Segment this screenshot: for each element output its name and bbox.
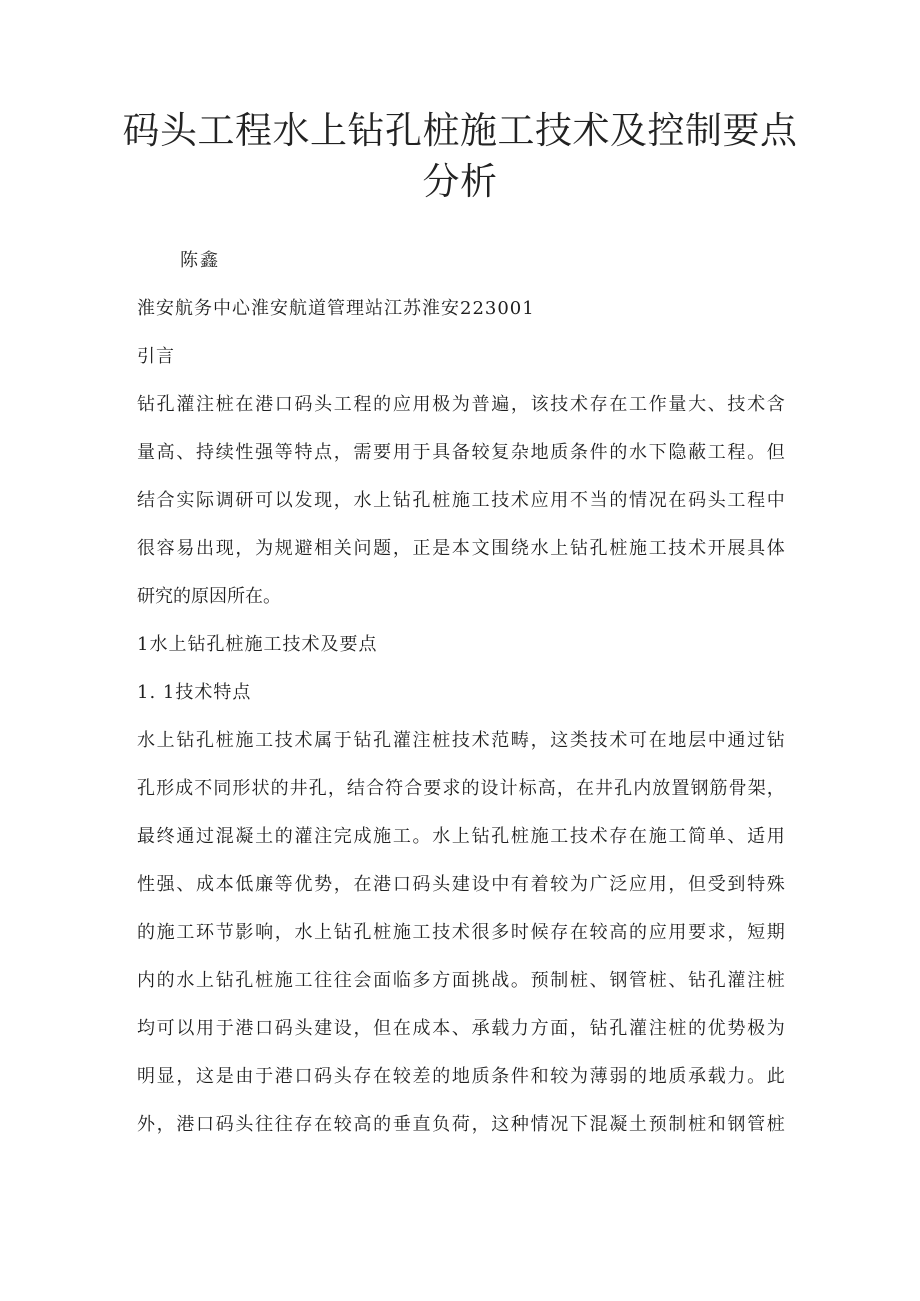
body-paragraph-line: 明显，这是由于港口码头存在较差的地质条件和较为薄弱的地质承载力。此 bbox=[137, 1066, 785, 1087]
body-paragraph-line: 孔形成不同形状的井孔，结合符合要求的设计标高，在井孔内放置钢筋骨架， bbox=[137, 778, 785, 799]
author-name: 陈鑫 bbox=[180, 250, 220, 271]
section-heading-1: 1水上钻孔桩施工技术及要点 bbox=[137, 634, 378, 655]
intro-paragraph-line: 很容易出现，为规避相关问题，正是本文围绕水上钻孔桩施工技术开展具体 bbox=[137, 538, 785, 559]
intro-paragraph-line: 量高、持续性强等特点，需要用于具备较复杂地质条件的水下隐蔽工程。但 bbox=[137, 442, 785, 463]
section-heading-intro: 引言 bbox=[137, 346, 175, 367]
author-affiliation: 淮安航务中心淮安航道管理站江苏淮安223001 bbox=[137, 298, 535, 319]
body-paragraph-line: 最终通过混凝土的灌注完成施工。水上钻孔桩施工技术存在施工简单、适用 bbox=[137, 826, 785, 847]
body-paragraph-line: 的施工环节影响，水上钻孔桩施工技术很多时候存在较高的应用要求，短期 bbox=[137, 922, 785, 943]
body-paragraph-line: 内的水上钻孔桩施工往往会面临多方面挑战。预制桩、钢管桩、钻孔灌注桩 bbox=[137, 970, 785, 991]
body-paragraph-line: 性强、成本低廉等优势，在港口码头建设中有着较为广泛应用，但受到特殊 bbox=[137, 874, 785, 895]
intro-paragraph-line: 结合实际调研可以发现，水上钻孔桩施工技术应用不当的情况在码头工程中 bbox=[137, 490, 785, 511]
intro-paragraph-line: 钻孔灌注桩在港口码头工程的应用极为普遍，该技术存在工作量大、技术含 bbox=[137, 394, 785, 415]
body-paragraph-line: 外，港口码头往往存在较高的垂直负荷，这种情况下混凝土预制桩和钢管桩 bbox=[137, 1114, 785, 1135]
intro-paragraph-line: 研究的原因所在。 bbox=[137, 586, 281, 607]
section-heading-1-1: 1. 1技术特点 bbox=[137, 682, 252, 703]
title-line-1: 码头工程水上钻孔桩施工技术及控制要点 bbox=[122, 109, 798, 152]
title-line-2: 分析 bbox=[422, 160, 498, 203]
body-paragraph-line: 均可以用于港口码头建设，但在成本、承载力方面，钻孔灌注桩的优势极为 bbox=[137, 1018, 785, 1039]
body-paragraph-line: 水上钻孔桩施工技术属于钻孔灌注桩技术范畴，这类技术可在地层中通过钻 bbox=[137, 730, 785, 751]
